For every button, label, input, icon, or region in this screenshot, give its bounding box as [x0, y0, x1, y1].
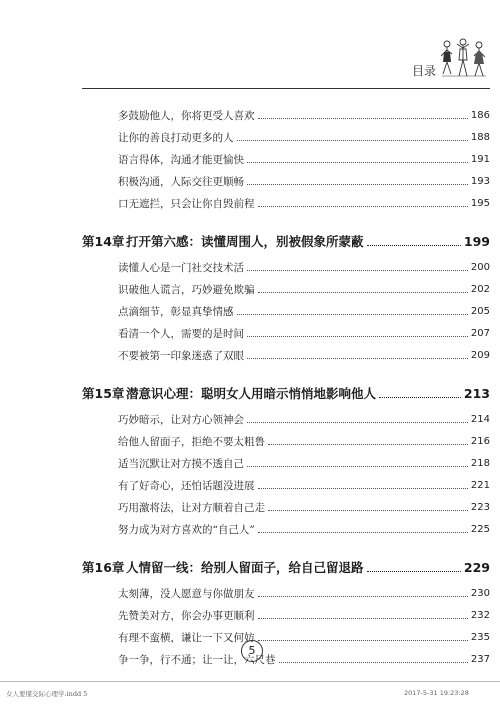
dot-leader	[367, 245, 461, 246]
entry-title: 有理不蛮横，谦让一下又何妨	[118, 632, 255, 644]
chapter-page: 229	[463, 560, 490, 575]
chapter-number: 第15章	[82, 386, 125, 401]
pre-entries	[82, 100, 490, 210]
toc-entry[interactable]	[82, 122, 490, 144]
toc-entry[interactable]	[82, 252, 490, 274]
entry-title: 不要被第一印象迷惑了双眼	[118, 350, 244, 362]
toc-entry[interactable]	[82, 296, 490, 318]
entry-title: 努力成为对方喜欢的“自己人”	[118, 524, 255, 536]
entry-page: 207	[470, 328, 490, 339]
chapter-number: 第14章	[82, 234, 125, 249]
entry-page: 235	[470, 632, 490, 643]
entry-page: 205	[470, 306, 490, 317]
entry-title: 给他人留面子，拒绝不要太粗鲁	[118, 436, 265, 448]
entry-page: 237	[470, 654, 490, 665]
dot-leader	[258, 618, 468, 619]
entry-title: 口无遮拦，只会让你自毁前程	[118, 198, 255, 210]
toc-entry[interactable]	[82, 100, 490, 122]
entry-title: 语言得体，沟通才能更愉快	[118, 154, 244, 166]
entry-title: 巧用激将法，让对方顺着自己走	[118, 502, 265, 514]
dot-leader	[237, 140, 468, 141]
dot-leader	[258, 292, 468, 293]
toc-entry[interactable]	[82, 622, 490, 644]
entry-page: 221	[470, 480, 490, 491]
entry-page: 209	[470, 350, 490, 361]
footer-filename: 女人要懂交际心理学.indd 5	[6, 690, 88, 698]
entry-title: 争一争，行不通；让一让，六尺巷	[118, 654, 276, 666]
dot-leader	[367, 571, 461, 572]
toc-entry[interactable]	[82, 470, 490, 492]
entry-page: 230	[470, 588, 490, 599]
toc-entry[interactable]	[82, 166, 490, 188]
dot-leader	[258, 532, 468, 533]
entry-title: 多鼓励他人，你将更受人喜欢	[118, 110, 255, 122]
entry-title: 识破他人谎言，巧妙避免欺骗	[118, 284, 255, 296]
entry-title: 积极沟通，人际交往更顺畅	[118, 176, 244, 188]
header-rule	[82, 88, 490, 89]
dot-leader	[258, 206, 468, 207]
dot-leader	[247, 466, 468, 467]
dot-leader	[237, 314, 468, 315]
entry-page: 191	[470, 154, 490, 165]
entry-title: 巧妙暗示，让对方心领神会	[118, 414, 244, 426]
chapter-page: 199	[463, 234, 490, 249]
chapter-heading[interactable]	[82, 227, 490, 249]
toc-entry[interactable]	[82, 188, 490, 210]
dot-leader	[258, 596, 468, 597]
footer-timestamp: 2017-5-31 19:23:28	[404, 689, 469, 697]
dot-leader	[247, 270, 468, 271]
dot-leader	[268, 510, 468, 511]
toc-entry[interactable]	[82, 644, 490, 666]
dot-leader	[258, 118, 468, 119]
entry-title: 读懂人心是一门社交技术活	[118, 262, 244, 274]
dot-leader	[279, 662, 468, 663]
dot-leader	[379, 397, 461, 398]
entry-page: 232	[470, 610, 490, 621]
chapter-page: 213	[463, 386, 490, 401]
header-title: 目录	[412, 64, 437, 78]
dot-leader	[247, 336, 468, 337]
chapter-title: 潜意识心理：聪明女人用暗示悄悄地影响他人	[126, 386, 377, 401]
entry-page: 216	[470, 436, 490, 447]
dot-leader	[268, 444, 468, 445]
chapter-heading[interactable]	[82, 379, 490, 401]
toc-entry[interactable]	[82, 492, 490, 514]
toc-entry[interactable]	[82, 514, 490, 536]
entry-page: 202	[470, 284, 490, 295]
toc-entry[interactable]	[82, 318, 490, 340]
toc-entry[interactable]	[82, 404, 490, 426]
entry-title: 适当沉默让对方摸不透自己	[118, 458, 244, 470]
entry-page: 186	[470, 110, 490, 121]
toc-entry[interactable]	[82, 340, 490, 362]
dot-leader	[247, 184, 468, 185]
chapter-title: 打开第六感：读懂周围人，别被假象所蒙蔽	[126, 234, 364, 249]
dot-leader	[258, 488, 468, 489]
footer-rule	[0, 681, 500, 682]
page-number: 5	[241, 640, 263, 662]
entry-title: 有了好奇心，还怕话题没进展	[118, 480, 255, 492]
chapter-title: 人情留一线：给别人留面子，给自己留退路	[126, 560, 364, 575]
dot-leader	[247, 358, 468, 359]
figures-illustration-icon	[438, 36, 488, 84]
entry-page: 218	[470, 458, 490, 469]
toc-entry[interactable]	[82, 578, 490, 600]
entry-title: 太刻薄，没人愿意与你做朋友	[118, 588, 255, 600]
toc-entry[interactable]	[82, 274, 490, 296]
entry-title: 看清一个人，需要的是时间	[118, 328, 244, 340]
entry-page: 200	[470, 262, 490, 273]
chapter-number: 第16章	[82, 560, 125, 575]
entry-title: 让你的善良打动更多的人	[118, 132, 234, 144]
entry-page: 193	[470, 176, 490, 187]
dot-leader	[247, 422, 468, 423]
entry-title: 先赞美对方，你会办事更顺利	[118, 610, 255, 622]
entry-page: 195	[470, 198, 490, 209]
entry-page: 223	[470, 502, 490, 513]
chapter-heading[interactable]	[82, 553, 490, 575]
toc-entry[interactable]	[82, 144, 490, 166]
table-of-contents	[82, 100, 490, 666]
toc-entry[interactable]	[82, 426, 490, 448]
toc-entry[interactable]	[82, 600, 490, 622]
dot-leader	[247, 162, 468, 163]
entry-page: 214	[470, 414, 490, 425]
dot-leader	[258, 640, 468, 641]
entry-page: 225	[470, 524, 490, 535]
entry-page: 188	[470, 132, 490, 143]
toc-entry[interactable]	[82, 448, 490, 470]
entry-title: 点滴细节，彰显真挚情感	[118, 306, 234, 318]
